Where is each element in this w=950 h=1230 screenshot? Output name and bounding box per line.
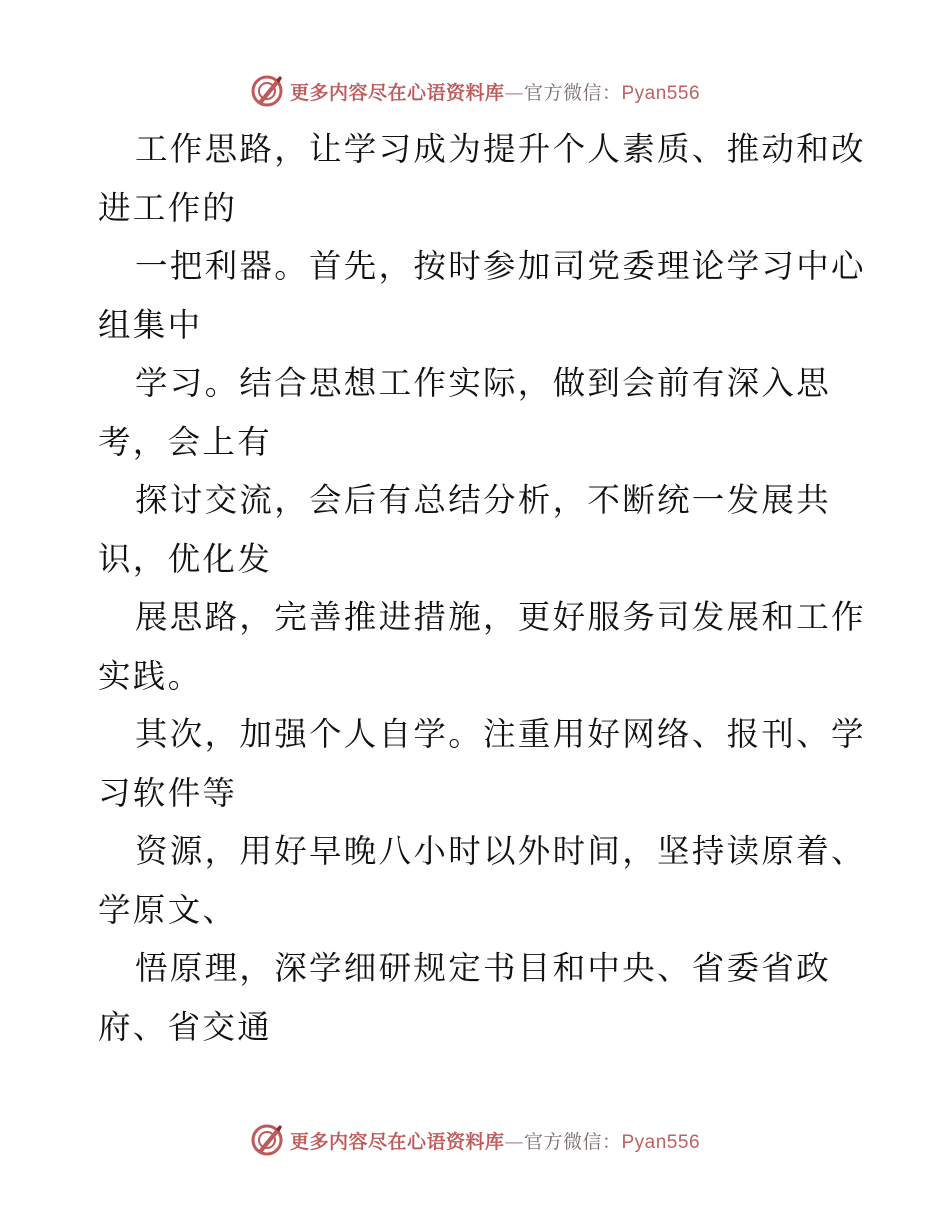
banner-main-text: 更多内容尽在心语资料库 [289,81,505,104]
text-line: 悟原理，深学细研规定书目和中央、省委省政 [135,949,832,987]
text-line: 其次，加强个人自学。注重用好网络、报刊、学 [135,715,866,753]
banner-main-text: 更多内容尽在心语资料库 [289,1130,505,1153]
text-line: 学原文、 [98,890,238,929]
text-line: 一把利器。首先，按时参加司党委理论学习中心 [135,247,866,285]
text-line: 府、省交通 [98,1007,273,1046]
text-line: 工作思路，让学习成为提升个人素质、推动和改 [135,130,866,168]
banner-wechat-id: Pyan556 [621,1131,701,1153]
document-body [98,120,866,1056]
footer-banner [0,1120,950,1160]
text-line: 习软件等 [98,773,238,812]
text-line: 展思路，完善推进措施，更好服务司发展和工作 [135,598,866,636]
text-line: 考，会上有 [98,422,273,461]
text-line: 实践。 [98,656,203,695]
footer-banner-text [290,1127,700,1154]
text-line: 资源，用好早晚八小时以外时间，坚持读原着、 [135,832,866,870]
banner-wechat-label: 官方微信： [523,1130,622,1153]
banner-separator: — [504,81,524,104]
banner-separator: — [504,1130,524,1153]
text-line: 学习。结合思想工作实际，做到会前有深入思 [135,364,832,402]
pen-logo-icon [250,1123,284,1157]
pen-logo-icon [250,74,284,108]
banner-wechat-label: 官方微信： [523,81,622,104]
banner-wechat-id: Pyan556 [621,82,701,104]
text-line: 进工作的 [98,188,238,227]
text-line: 识，优化发 [98,539,273,578]
text-line: 探讨交流，会后有总结分析，不断统一发展共 [135,481,832,519]
header-banner-text [290,78,700,105]
text-line: 组集中 [98,305,203,344]
header-banner [0,71,950,111]
